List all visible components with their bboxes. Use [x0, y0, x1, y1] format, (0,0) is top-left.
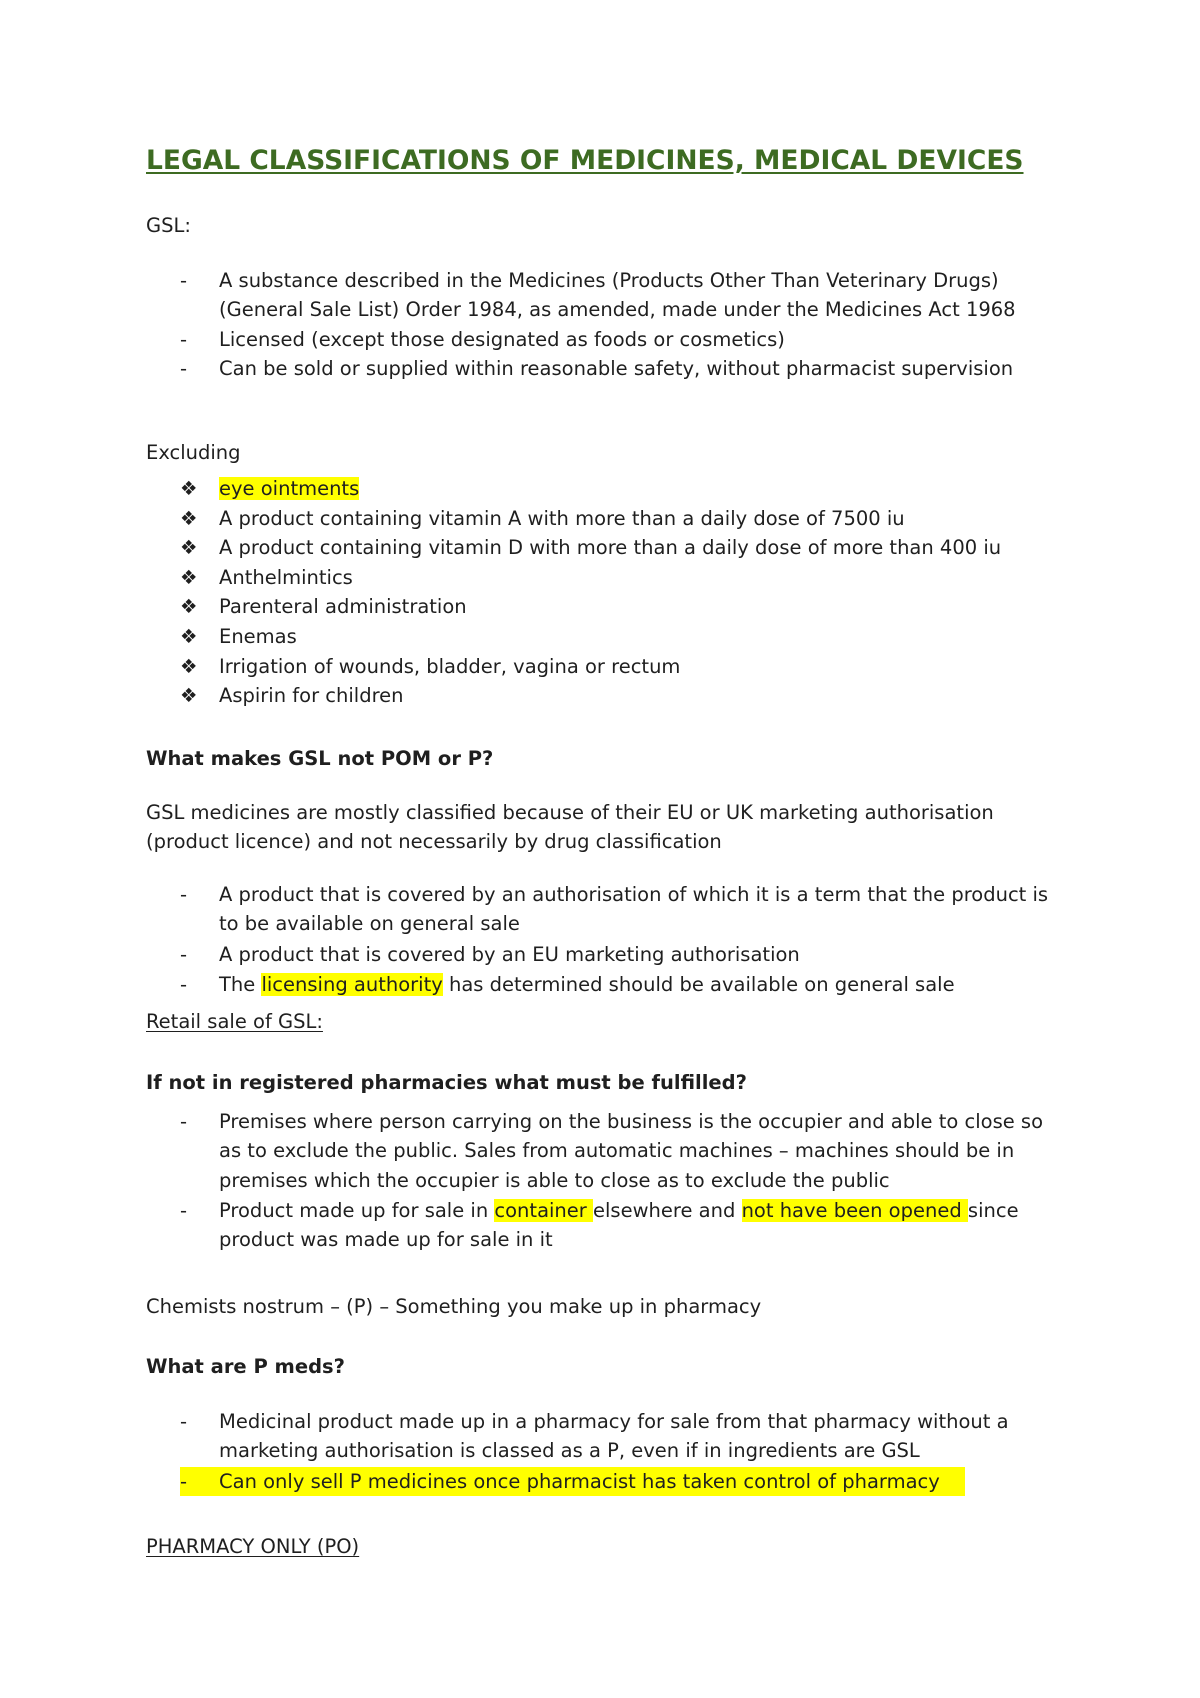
section-heading-p-meds: What are P meds?	[146, 1355, 345, 1378]
text-span: Product made up for sale in	[219, 1199, 495, 1222]
nostrum-line: Chemists nostrum – (P) – Something you make up in pharmacy	[146, 1295, 762, 1318]
dash-bullet: -	[180, 357, 188, 380]
section-heading-pharmacy-only: PHARMACY ONLY (PO)	[146, 1535, 360, 1558]
list-item-text: Can only sell P medicines once pharmacist has taken control of pharmacy	[219, 1470, 940, 1493]
section-heading-gsl-not-pom: What makes GSL not POM or P?	[146, 747, 494, 770]
list-item-text: Licensed (except those designated as foods or cosmetics)	[219, 328, 785, 351]
highlighted-text: not have been opened	[741, 1199, 968, 1222]
list-item-text: A product containing vitamin A with more than a daily dose of 7500 iu	[219, 507, 905, 530]
diamond-bullet-icon: ❖	[180, 625, 198, 648]
section-heading-not-registered: If not in registered pharmacies what must be fulfilled?	[146, 1071, 747, 1094]
text-span: The	[219, 973, 262, 996]
excluding-label: Excluding	[146, 441, 241, 464]
list-item-text	[219, 970, 1079, 999]
list-item-text	[219, 474, 1079, 503]
diamond-bullet-icon: ❖	[180, 684, 198, 707]
list-item-text: Premises where person carrying on the business is the occupier and able to close so as to exclude the public. Sales from automatic machines – machines should be in premises which the occupier is able to close as to exclude the public	[219, 1110, 1044, 1192]
highlighted-text: container	[494, 1199, 594, 1222]
dash-bullet: -	[180, 1110, 188, 1133]
document-title: LEGAL CLASSIFICATIONS OF MEDICINES, MEDICAL DEVICES	[146, 145, 1024, 176]
list-item-text	[219, 1196, 1064, 1255]
list-item-text: Medicinal product made up in a pharmacy for sale from that pharmacy without a marketing authorisation is classed as a P, even if in ingredients are GSL	[219, 1410, 1009, 1463]
text-span: has determined should be available on general sale	[442, 973, 955, 996]
list-item-text: Enemas	[219, 625, 297, 648]
dash-bullet: -	[180, 1470, 188, 1493]
list-item-text: Can be sold or supplied within reasonable safety, without pharmacist supervision	[219, 357, 1014, 380]
list-item-text: Irrigation of wounds, bladder, vagina or rectum	[219, 655, 681, 678]
list-item-text: A product containing vitamin D with more than a daily dose of more than 400 iu	[219, 536, 1002, 559]
dash-bullet: -	[180, 1199, 188, 1222]
list-item-text: Parenteral administration	[219, 595, 467, 618]
gsl-label: GSL:	[146, 214, 191, 237]
diamond-bullet-icon: ❖	[180, 507, 198, 530]
diamond-bullet-icon: ❖	[180, 595, 198, 618]
dash-bullet: -	[180, 883, 188, 906]
dash-bullet: -	[180, 973, 188, 996]
diamond-bullet-icon: ❖	[180, 655, 198, 678]
paragraph-gsl-classification: GSL medicines are mostly classified because of their EU or UK marketing authorisation (product licence) and not necessarily by drug classification	[146, 801, 994, 853]
text-span: elsewhere and	[593, 1199, 742, 1222]
list-item-text: Anthelmintics	[219, 566, 353, 589]
highlighted-text: eye ointments	[219, 477, 360, 500]
highlighted-text: licensing authority	[261, 973, 443, 996]
list-item-text: A product that is covered by an EU marketing authorisation	[219, 943, 800, 966]
list-item-text: A product that is covered by an authorisation of which it is a term that the product is to be available on general sale	[219, 883, 1049, 936]
dash-bullet: -	[180, 328, 188, 351]
section-heading-retail-sale: Retail sale of GSL:	[146, 1010, 323, 1033]
list-item-text: A substance described in the Medicines (Products Other Than Veterinary Drugs) (General Sale List) Order 1984, as amended, made under the Medicines Act 1968	[219, 269, 1016, 322]
diamond-bullet-icon: ❖	[180, 566, 198, 589]
list-item-text: Aspirin for children	[219, 684, 404, 707]
diamond-bullet-icon: ❖	[180, 536, 198, 559]
dash-bullet: -	[180, 943, 188, 966]
text-span: since product was made up for sale in it	[219, 1199, 1019, 1252]
dash-bullet: -	[180, 1410, 188, 1433]
diamond-bullet-icon: ❖	[180, 477, 198, 500]
dash-bullet: -	[180, 269, 188, 292]
